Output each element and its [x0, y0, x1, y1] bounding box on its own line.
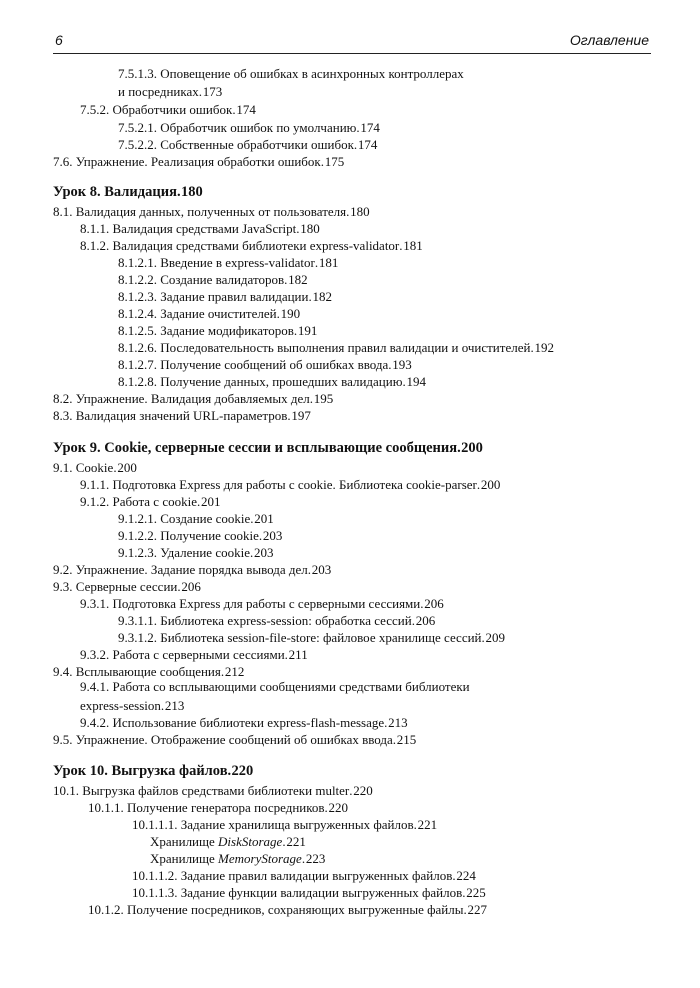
header-rule [53, 53, 651, 54]
document-page: 6 Оглавление 7.5.1.3. Оповещение об ошибках в асинхронных контроллерах и посредниках ..... 173 7.5.2. Обработчики ошибок ..... 174 7.5.2.1. Обработчик ошибок по умолчанию ..... 174 7.5.2.2. Собственные обработчики ошибок ..... 174 7.6. Упражнение. Реализация обработки ошибок ..... 175 Урок 8. Валидация ..... 180 8.1. Валидация данных, полученных от пользователя ..... 180 8.1.1. Валидация средствами JavaScript ..... 180 8.1.2. Валидация средствами библиотеки express-validator ..... 181 8.1.2.1. Введение в express-validator ..... 181 8.1.2.2. Создание валидаторов ..... 182 8.1.2.3. Задание правил валидации ..... 182 8.1.2.4. Задание очистителей ..... 190 8.1.2.5. Задание модификаторов ..... 191 8.1.2.6. Последовательность выполнения правил валидации и очистителей ..... 192 8.1.2.7. Получение сообщений об ошибках ввода ..... 193 8.1.2.8. Получение данных, прошедших валидацию ..... 194 8.2. Упражнение. Валидация добавляемых дел ..... 195 8.3. Валидация значений URL-параметров ..... 197 Урок 9. Cookie, серверные сессии и всплывающие сообщения ..... 200 9.1. Cookie ..... 200 9.1.1. Подготовка Express для работы с cookie. Библиотека cookie-parser ..... 200 9.1.2. Работа с cookie ..... 201 9.1.2.1. Создание cookie ..... 201 9.1.2.2. Получение cookie ..... 203 9.1.2.3. Удаление cookie ..... 203 9.2. Упражнение. Задание порядка вывода дел ..... 203 9.3. Серверные сессии ..... 206 9.3.1. Подготовка Express для работы с серверными сессиями ..... 206 9.3.1.1. Библиотека express-session: обработка сессий ..... 206 9.3.1.2. Библиотека session-file-store: файловое хранилище сессий ..... 209 9.3.2. Работа с серверными сессиями ..... 211 9.4. Всплывающие сообщения ..... 212 9.4.1. Работа со всплывающими сообщениями средствами библиотеки express-session ..... 213 9.4.2. Использование библиотеки express-flash-message ..... 213 9.5. Упражнение. Отображение сообщений об ошибках ввода ..... 215 Урок 10. Выгрузка файлов ..... 220 10.1. Выгрузка файлов средствами библиотеки multer ..... 220 10.1.1. Получение генератора посредников ..... 220 10.1.1.1. Задание хранилища выгруженных файлов ..... 221 Хранилище DiskStorage ..... 221 Хранилище MemoryStorage ..... 223 10.1.1.2. Задание правил валидации выгруженных файлов ..... 224 10.1.1.3. Задание функции валидации выгруженных файлов ..... 225 10.1.2. Получение посредников, сохраняющих выгруженные файлы ..... 227 [0, 0, 700, 988]
page-header [55, 32, 649, 52]
page-number: 6 [55, 32, 63, 48]
running-title: Оглавление [569, 32, 649, 48]
